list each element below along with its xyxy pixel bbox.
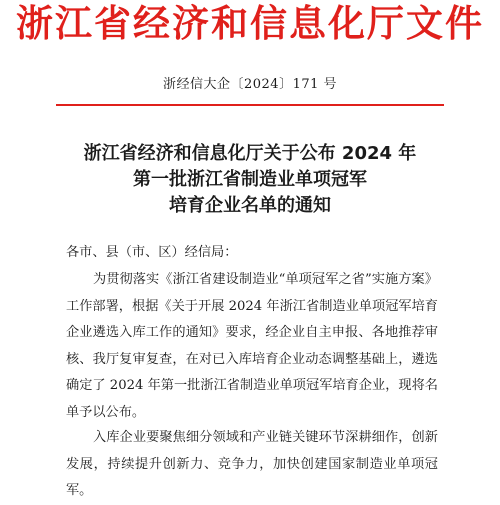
- title-line-3: 培育企业名单的通知: [169, 195, 331, 216]
- salutation: 各市、县（市、区）经信局：: [66, 245, 238, 260]
- title-line-1: 浙江省经济和信息化厅关于公布 2024 年: [83, 143, 417, 164]
- document-title: [0, 141, 500, 219]
- red-divider-line: [56, 104, 444, 106]
- title-line-2: 第一批浙江省制造业单项冠军: [133, 169, 367, 190]
- body-paragraph-1: 为贯彻落实《浙江省建设制造业“单项冠军之省”实施方案》工作部署，根据《关于开展 2024 年浙江省制造业单项冠军培育企业遴选入库工作的通知》要求，经企业自主申报、各地推荐审核、我厅复审复查，在对已入库培育企业动态调整基础上，遴选确定了 2024 年第一批浙江省制造业单项冠军培育企业，现将名单予以公布。: [66, 272, 438, 420]
- issuer-heading: 浙江省经济和信息化厅文件: [16, 2, 484, 45]
- document-number: 浙经信大企〔2024〕171 号: [162, 77, 338, 92]
- body-paragraph-2: 入库企业要聚焦细分领域和产业链关键环节深耕细作，创新发展，持续提升创新力、竞争力，加快创建国家制造业单项冠军。: [66, 430, 438, 498]
